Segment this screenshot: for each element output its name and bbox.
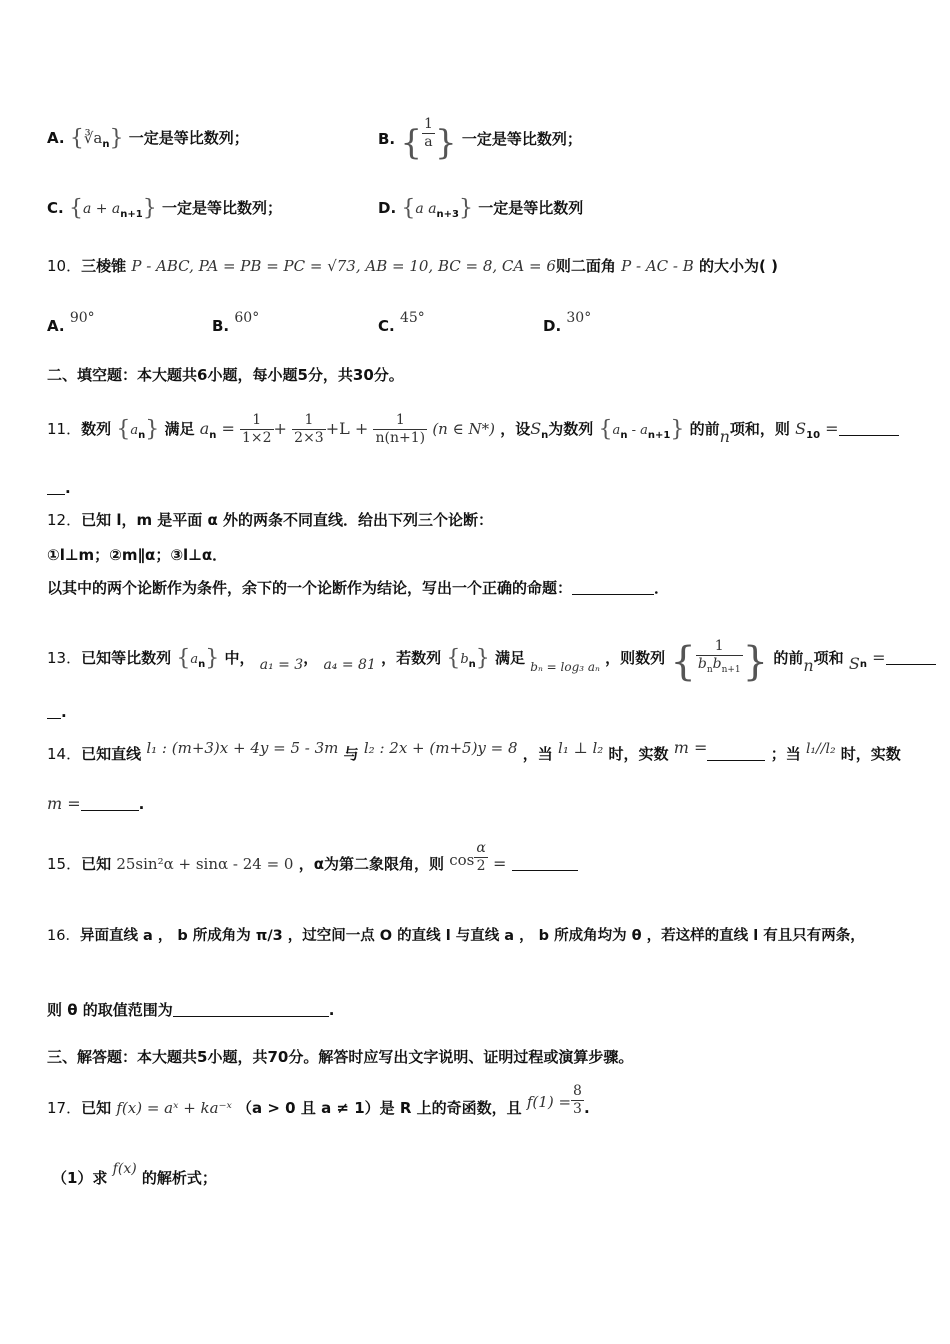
q13-answer-blank[interactable] (886, 650, 936, 665)
question-15: 15．已知 25sin²α + sinα - 24 = 0 ，α为第二象限角，则 cos $\frac{\alpha}{2}$ = (47, 854, 578, 875)
q15-answer-blank[interactable] (512, 856, 578, 871)
q10-option-a: A. 90° (47, 310, 95, 335)
question-11: 11．数列 $\{a_n\}$ 满足 $a_n$ = $\frac{1}{1\times 2}$ + $\frac{1}{2\times 3}$ +L + $\frac{1}{n(n+1)}$ (n ∈ N*) ，设$S_n$为数列 $\{a_n - a_{n+1}\}$ 的前n项和，则 $S_{10}$ = (47, 412, 899, 447)
q9-option-b: B. { $\frac{1}{a}$ } 一定是等比数列； (378, 116, 582, 163)
q10-option-b: B. 60° (212, 310, 260, 335)
q9-option-d: D. {a $a_{n+3}$} 一定是等比数列 (378, 196, 584, 221)
q11-answer-blank-cont[interactable]: . (47, 478, 71, 498)
question-17: 17．已知 f(x) = aˣ + ka⁻ˣ （a > 0 且 a ≠ 1）是 R 上的奇函数，且 f(1) = $\frac{8}{3}$ . (47, 1083, 590, 1117)
q16-line2: 则 θ 的取值范围为 . (47, 1001, 335, 1019)
q14-line2: m = . (47, 794, 145, 813)
q17-part-1: （1）求 f(x) 的解析式； (52, 1161, 217, 1187)
question-10: 10．三棱锥 P - ABC, PA = PB = PC = √73, AB = 10, BC = 8, CA = 6则二面角 P - AC - B 的大小为( ) (47, 257, 778, 275)
q12-prompt: 以其中的两个论断作为条件，余下的一个论断作为结论，写出一个正确的命题： ． (47, 579, 670, 597)
section-2-heading: 二、填空题：本大题共6小题，每小题5分，共30分。 (47, 366, 404, 384)
q12-statements: ①l⊥m；②m∥α；③l⊥α． (47, 546, 228, 564)
q9-option-c: C. $\{a + a_{n+1}\}$ 一定是等比数列； (47, 196, 282, 221)
section-3-heading: 三、解答题：本大题共5小题，共70分。解答时应写出文字说明、证明过程或演算步骤。 (47, 1048, 634, 1066)
question-14: 14．已知直线 l₁ : (m+3)x + 4y = 5 - 3m 与 l₂ : 2x + (m+5)y = 8 ，当 l₁ ⊥ l₂ 时，实数 m = ；当 l₁//l₂ 时，实数 (47, 738, 901, 763)
q10-option-d: D. 30° (543, 310, 592, 335)
q11-answer-blank[interactable] (839, 421, 899, 436)
question-12: 12．已知 l，m 是平面 α 外的两条不同直线．给出下列三个论断： (47, 511, 494, 529)
q10-option-c: C. 45° (378, 310, 425, 335)
question-13: 13．已知等比数列 $\{a_n\}$ 中， a₁ = 3， a₄ = 81 ，若数列 $\{b_n\}$ 满足 $_{b_n = log_3 a_n}$ ，则数列 { $\frac{1}{b_nb_{n+1}}$ } 的前n项和 $S_n$ = (47, 638, 936, 679)
q13-answer-blank-cont[interactable]: . (47, 702, 67, 722)
q9-option-a: A. $\{∛a_n\}$ 一定是等比数列； (47, 126, 249, 151)
q14-answer-blank-1[interactable] (707, 746, 765, 761)
q14-answer-blank-2[interactable] (81, 796, 139, 811)
q16-answer-blank[interactable] (173, 1002, 329, 1017)
question-16: 16．异面直线 a ， b 所成角为 π/3 ，过空间一点 O 的直线 l 与直线 a ， b 所成角均为 θ ，若这样的直线 l 有且只有两条， (47, 928, 865, 944)
q12-answer-blank[interactable] (572, 580, 654, 595)
